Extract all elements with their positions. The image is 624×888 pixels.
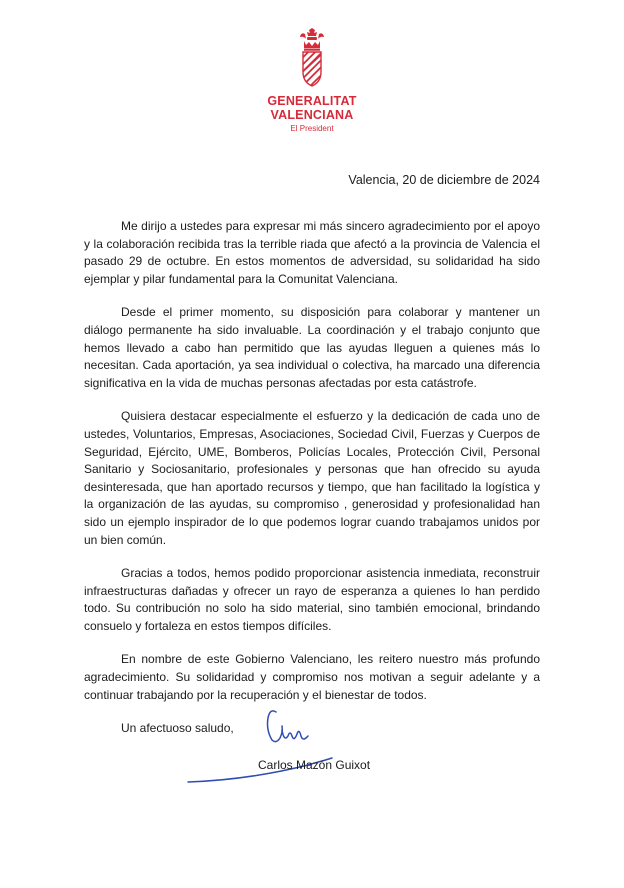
letter-date: Valencia, 20 de diciembre de 2024 xyxy=(348,173,540,187)
org-name-line1: GENERALITAT xyxy=(267,94,357,108)
paragraph: En nombre de este Gobierno Valenciano, les reitero nuestro más profundo agradecimiento. Su solidaridad y compromiso nos motivan a seguir adelante y a continuar trabajando por la recuperación y el bienestar de todos. xyxy=(84,652,540,702)
paragraph: Me dirijo a ustedes para expresar mi más sincero agradecimiento por el apoyo y la colaboración recibida tras la terrible riada que afectó a la provincia de Valencia el pasado 29 de octubre. En estos momentos de adversidad, su solidaridad ha sido ejemplar y pilar fundamental para la Comunitat Valenciana. xyxy=(84,219,540,286)
org-name-line2: VALENCIANA xyxy=(270,108,354,122)
paragraph: Quisiera destacar especialmente el esfuerzo y la dedicación de cada uno de ustedes, Voluntarios, Empresas, Asociaciones, Sociedad Civil, Fuerzas y Cuerpos de Seguridad, Ejército, UME, Bomberos, Policías Locales, Protección Civil, Personal Sanitario y Sociosanitario, profesionales y personas que han ofrecido su ayuda desinteresada, que han aportado recursos y tiempo, que han facilitado la logística y la organización de las ayudas, su compromiso , generosidad y profesionalidad han sido un ejemplo inspirador de lo que podemos lograr cuando trabajamos unidos por un bien común. xyxy=(84,409,540,547)
handwritten-signature xyxy=(186,700,336,790)
paragraph: Gracias a todos, hemos podido proporcionar asistencia inmediata, reconstruir infraestructuras dañadas y ofrecer un rayo de esperanza a quienes lo han perdido todo. Su contribución no solo ha sido material, sino también emocional, brindando consuelo y fortaleza en estos tiempos difíciles. xyxy=(84,566,540,633)
generalitat-emblem-icon xyxy=(295,28,329,90)
letterhead xyxy=(0,28,624,134)
closing-salutation: Un afectuoso saludo, xyxy=(121,721,234,736)
letter-body xyxy=(84,218,540,754)
org-subtitle: El President xyxy=(290,124,334,133)
signer-name: Carlos Mazón Guixot xyxy=(258,758,371,772)
paragraph: Desde el primer momento, su disposición para colaborar y mantener un diálogo permanente ha sido invaluable. La coordinación y el trabajo conjunto que hemos llevado a cabo han permitido que las ayudas lleguen a quienes más lo necesitan. Cada aportación, ya sea individual o colectiva, ha marcado una diferencia significativa en la vida de muchas personas afectadas por esta catástrofe. xyxy=(84,305,540,390)
